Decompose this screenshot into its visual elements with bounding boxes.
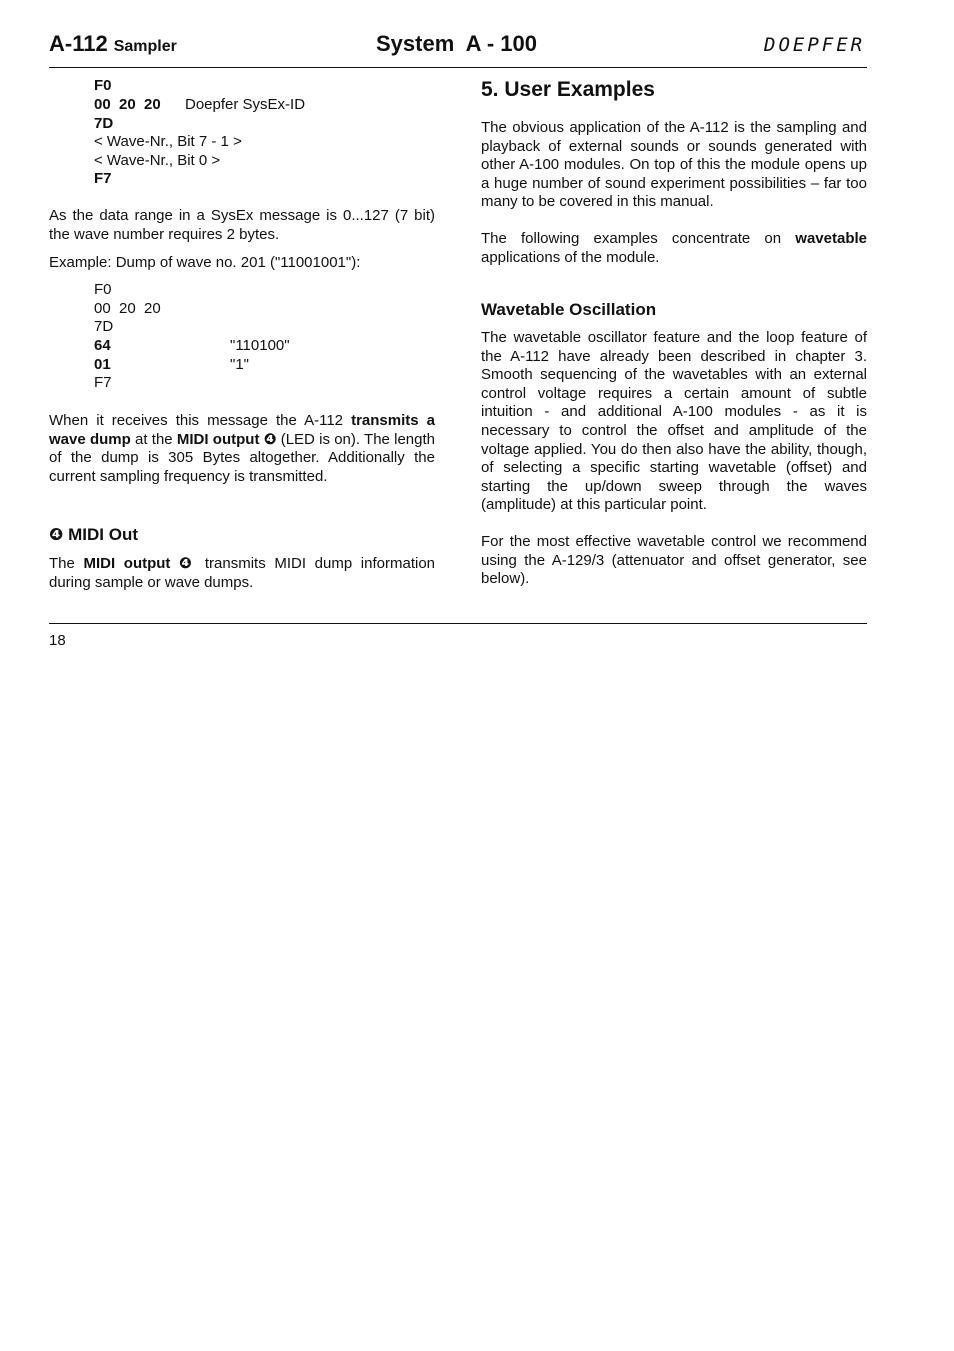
sysex2-byte1: 64 <box>94 337 111 354</box>
module-model: A-112 <box>49 31 108 56</box>
sysex1-wave-hi: < Wave-Nr., Bit 7 - 1 > <box>94 133 242 150</box>
sysex1-f7: F7 <box>94 170 112 187</box>
sysex2-id-bytes: 00 20 20 <box>94 300 161 317</box>
sysex2-cmd: 7D <box>94 318 114 335</box>
examples-paragraph: The following examples concentrate on wavetable applications of the module. <box>481 230 867 266</box>
brand-logo: DOEPFER <box>764 34 866 56</box>
sysex1-f0: F0 <box>94 77 112 94</box>
module-title <box>49 31 177 57</box>
sysex2-byte1-binary: "110100" <box>230 337 290 354</box>
header-rule <box>49 67 867 68</box>
sysex2-byte2: 01 <box>94 356 111 373</box>
system-title: System A - 100 <box>376 31 538 56</box>
sysex1-cmd: 7D <box>94 115 114 132</box>
sysex1-id-label: Doepfer SysEx-ID <box>185 96 306 113</box>
sysex1-id-bytes: 00 20 20 <box>94 96 161 113</box>
intro-paragraph: The obvious application of the A-112 is the sampling and playback of external sounds or sounds generated with other A-100 modules. On top of this the module opens up a huge number of sound experiment possibilities – far too many to be covered in this manual. <box>481 119 867 211</box>
footer-rule <box>49 623 867 624</box>
section-heading: 5. User Examples <box>481 78 655 101</box>
midi-out-heading: ❹ MIDI Out <box>49 525 138 544</box>
sysex2-byte2-binary: "1" <box>230 356 249 373</box>
sysex2-f7: F7 <box>94 374 112 391</box>
wave-dump-paragraph: When it receives this message the A-112 transmits a wave dump at the MIDI output ❹ (LED is on). The length of the dump is 305 Bytes altogether. Additionally the current sampling frequency is transmitted. <box>49 412 436 485</box>
page-number: 18 <box>49 632 66 649</box>
sysex1-wave-lo: < Wave-Nr., Bit 0 > <box>94 152 221 169</box>
data-range-paragraph: As the data range in a SysEx message is 0...127 (7 bit) the wave number requires 2 bytes. <box>49 207 435 243</box>
module-subtitle: Sampler <box>113 38 177 55</box>
wavetable-paragraph: The wavetable oscillator feature and the loop feature of the A-112 have already been described in chapter 3. Smooth sequencing of the wavetables with an external control voltage requires a certain amount of subtle intuition - and additional A-100 modules - as it is necessary to control the offset and amplitude of the voltage applied. You do then also have the ability, though, of selecting a specific starting wavetable (offset) and starting the up/down sweep through the waves (amplitude) at this particular point. <box>481 329 867 514</box>
wavetable-subheading: Wavetable Oscillation <box>481 300 657 319</box>
midi-out-paragraph: The MIDI output ❹ transmits MIDI dump information during sample or wave dumps. <box>49 555 435 591</box>
sysex2-f0: F0 <box>94 281 112 298</box>
recommendation-paragraph: For the most effective wavetable control we recommend using the A-129/3 (attenuator and offset generator, see below). <box>481 533 867 588</box>
example-line: Example: Dump of wave no. 201 ("11001001"): <box>49 254 361 271</box>
